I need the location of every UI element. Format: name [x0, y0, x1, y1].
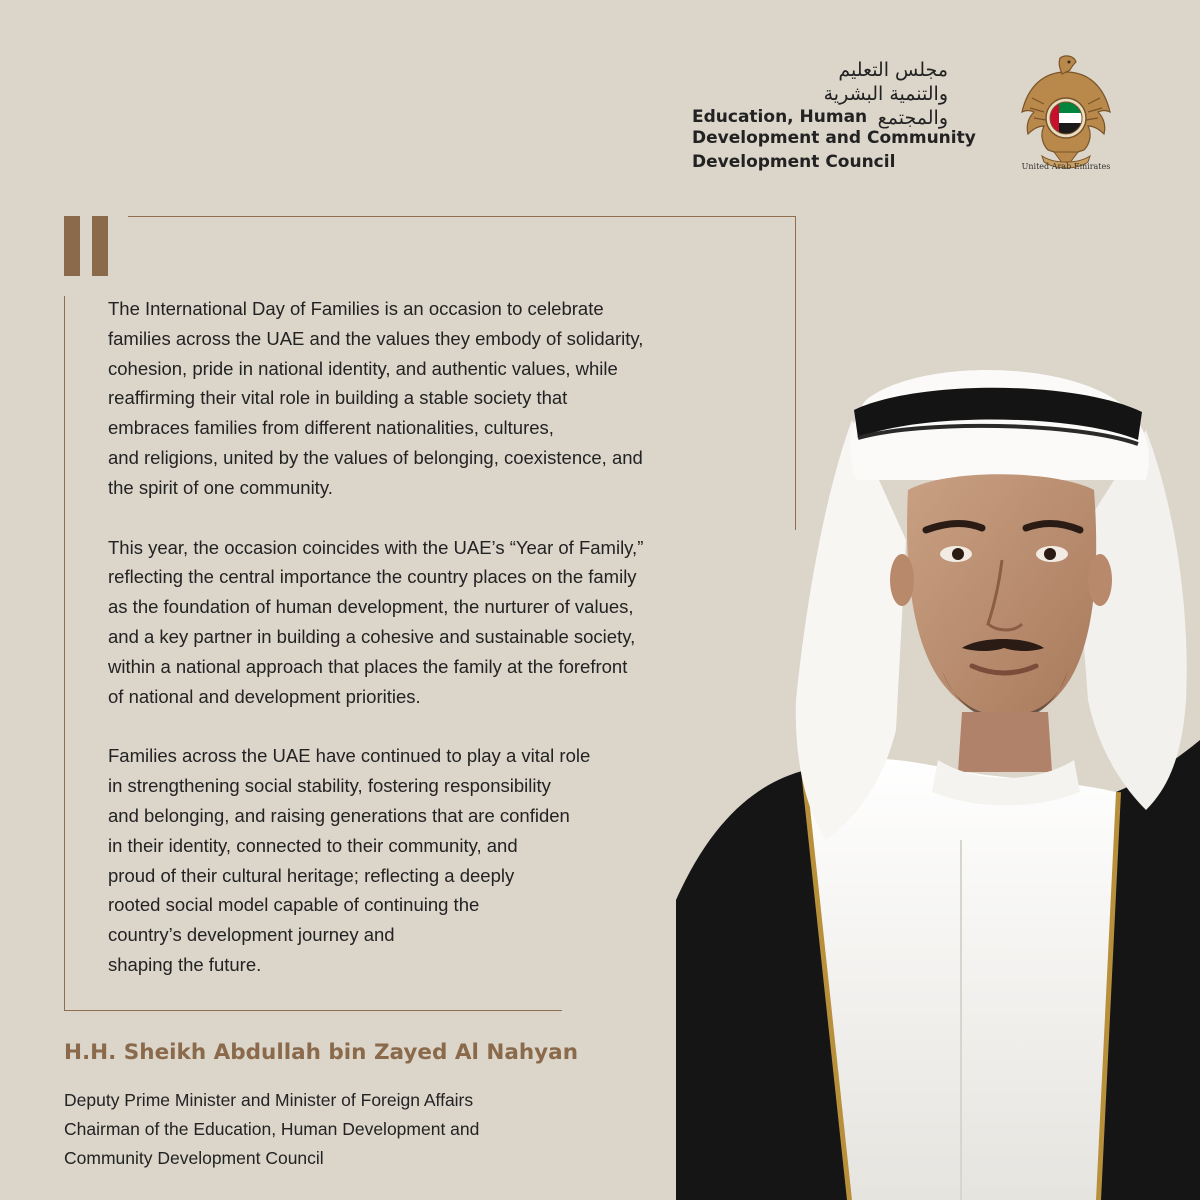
paragraph-line: within a national approach that places the family at the forefront	[108, 655, 628, 677]
council-english-line-2: Development and Community	[692, 128, 976, 148]
signature-role-line: Chairman of the Education, Human Development and	[64, 1119, 480, 1139]
paragraph-line: rooted social model capable of continuing the	[108, 894, 480, 916]
frame-top-line	[128, 216, 796, 217]
frame-bottom-line	[64, 1010, 562, 1011]
paragraph-line: of national and development priorities.	[108, 685, 421, 707]
paragraph-line: reflecting the central importance the country places on the family	[108, 566, 637, 588]
paragraph-line: cohesion, pride in national identity, and authentic values, while	[108, 357, 618, 379]
paragraph-line: and religions, united by the values of belonging, coexistence, and	[108, 446, 643, 468]
paragraph-line: reaffirming their vital role in building a stable society that	[108, 387, 568, 409]
frame-left-line	[64, 296, 65, 1010]
paragraph-line: in strengthening social stability, fostering responsibility	[108, 775, 551, 797]
signature-name: H.H. Sheikh Abdullah bin Zayed Al Nahyan	[64, 1040, 578, 1065]
paragraph-line: Families across the UAE have continued to play a vital role	[108, 745, 591, 767]
paragraph-line: in their identity, connected to their community, and	[108, 834, 518, 856]
paragraph-line: families across the UAE and the values they embody of solidarity,	[108, 327, 644, 349]
council-arabic-line-1: مجلس التعليم	[838, 59, 948, 81]
quote-mark-bar-right	[92, 216, 108, 276]
council-english-line-3: Development Council	[692, 152, 896, 172]
paragraph-line: This year, the occasion coincides with the UAE’s “Year of Family,”	[108, 536, 644, 558]
paragraph-line: and belonging, and raising generations that are confiden	[108, 804, 570, 826]
paragraph-line: the spirit of one community.	[108, 476, 333, 498]
quote-paragraph-3	[108, 741, 748, 979]
quote-paragraph-1	[108, 294, 748, 503]
paragraph-line: as the foundation of human development, the nurturer of values,	[108, 596, 634, 618]
council-logo	[688, 58, 976, 176]
signature-role-line: Community Development Council	[64, 1148, 324, 1168]
signature-roles	[64, 1086, 479, 1173]
portrait-image	[676, 340, 1200, 1200]
paragraph-line: proud of their cultural heritage; reflecting a deeply	[108, 864, 515, 886]
council-english-line-1: Education, Human	[692, 107, 868, 127]
quote-mark-bar-left	[64, 216, 80, 276]
paragraph-line: embraces families from different nationalities, cultures,	[108, 417, 554, 439]
council-arabic-line-3: والمجتمع	[877, 107, 948, 129]
paragraph-line: shaping the future.	[108, 953, 262, 975]
quote-body	[108, 294, 748, 1010]
signature-role-line: Deputy Prime Minister and Minister of Foreign Affairs	[64, 1090, 474, 1110]
council-arabic-line-2: والتنمية البشرية	[823, 83, 948, 105]
paragraph-line: and a key partner in building a cohesive and sustainable society,	[108, 625, 636, 647]
quote-paragraph-2	[108, 533, 748, 712]
paragraph-line: The International Day of Families is an occasion to celebrate	[108, 298, 604, 319]
emblem-caption: United Arab Emirates	[1021, 162, 1111, 171]
paragraph-line: country’s development journey and	[108, 924, 395, 946]
